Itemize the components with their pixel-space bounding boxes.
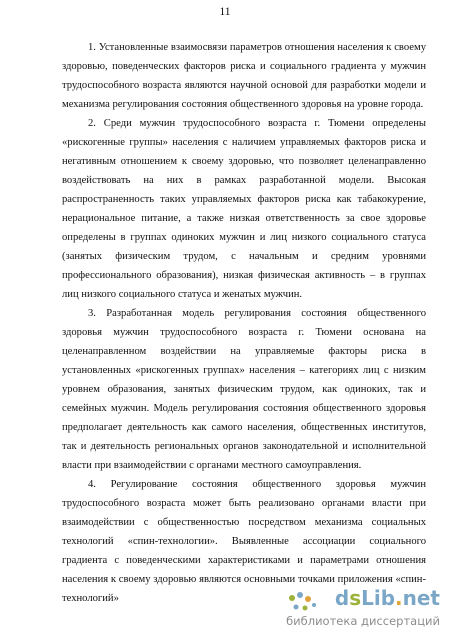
paragraph-4: 4. Регулирование состояния общественного здоровья мужчин трудоспособного возраста может быть реализовано органами власти при взаимодействии с общественностью посредством механизма социальных технологий «спин-технологии». Выявленные ассоциации социального градиента с поведенческими характеристиками и параметрами отношения населения к своему здоровью являются основными точками приложения «спин-технологий» <box>62 479 426 604</box>
paragraph-3: 3. Разработанная модель регулирования состояния общественного здоровья мужчин трудоспособного возраста г. Тюмени основана на целенаправленном воздействии на управляемые факторы риска в установленных «рискогенных группах» населения – категориях лиц с низким уровнем образования, занятых физическим трудом, как одиноких, так и семейных мужчин. Модель регулирования состояния общественного здоровья предполагает деятельность как самого населения, общественных институтов, так и деятельность региональных органов законодательной и исполнительной власти при взаимодействии с органами местного самоуправления. <box>62 308 426 471</box>
paragraph-1: 1. Установленные взаимосвязи параметров отношения населения к своему здоровью, поведенческих факторов риска и социального градиента у мужчин трудоспособного возраста являются научной основой для разработки модели и механизма регулирования состояния общественного здоровья на уровне города. <box>62 42 426 110</box>
logo-text: dsLib.net <box>334 586 440 610</box>
paragraph-2: 2. Среди мужчин трудоспособного возраста г. Тюмени определены «рискогенные группы» населения с наличием управляемых факторов риска и негативным отношением к своему здоровью, что позволяет целенаправленно воздействовать на них в рамках разработанной модели. Высокая распространенность таких управляемых факторов риска как табакокурение, нерациональное питание, а также низкая ответственность за свое здоровье определены в группах одиноких мужчин и лиц низкого социального статуса (занятых физическим трудом, с начальным и средним уровнями профессионального образования), низкая физическая активность – в группах лиц низкого социального статуса и женатых мужчин. <box>62 118 426 300</box>
watermark-logo <box>286 586 446 634</box>
page-number: 11 <box>219 6 231 18</box>
logo-tagline: библиотека диссертаций <box>286 614 440 628</box>
page-body <box>62 38 426 608</box>
logo-dots-icon <box>286 590 322 614</box>
